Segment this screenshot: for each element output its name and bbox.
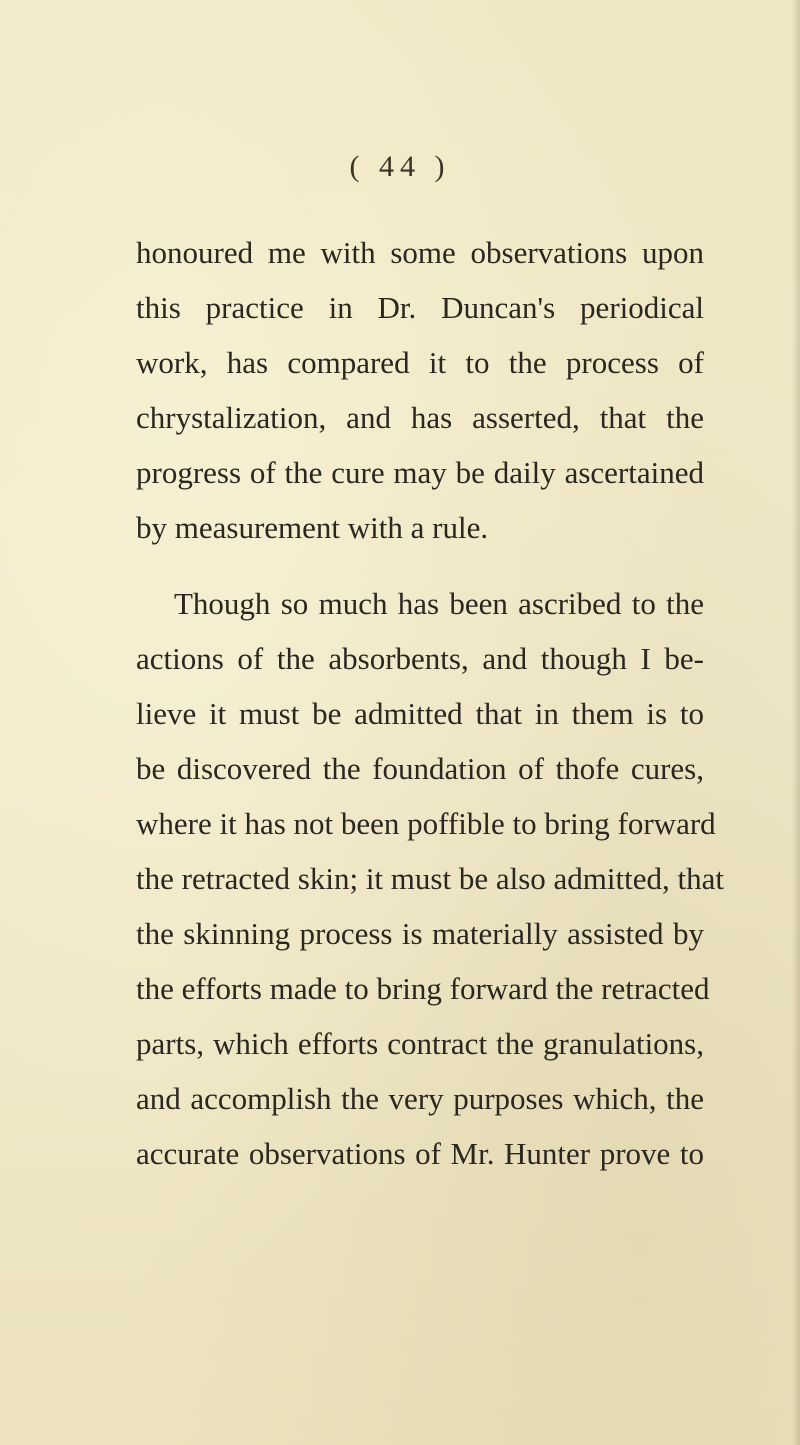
text-line: be discovered the foundation of thofe cures, [136, 751, 704, 786]
text-line: accurate observations of Mr. Hunter prove to [136, 1136, 704, 1171]
paragraph-1 [136, 225, 704, 555]
text-line: the skinning process is materially assisted by [136, 916, 704, 951]
text-line: the retracted skin; it must be also admitted, that [136, 861, 724, 896]
text-line: Though so much has been ascribed to the [174, 586, 704, 621]
text-line: lieve it must be admitted that in them is to [136, 696, 704, 731]
text-line: this practice in Dr. Duncan's periodical [136, 290, 704, 325]
page-number: ( 44 ) [349, 150, 451, 183]
text-line: honoured me with some observations upon [136, 235, 704, 270]
text-line: where it has not been poffible to bring forward [136, 806, 716, 841]
text-line: the efforts made to bring forward the retracted [136, 971, 710, 1006]
text-line: actions of the absorbents, and though I be- [136, 641, 704, 676]
text-line: and accomplish the very purposes which, the [136, 1081, 704, 1116]
text-line: chrystalization, and has asserted, that the [136, 400, 704, 435]
text-line: work, has compared it to the process of [136, 345, 704, 380]
text-line: by measurement with a rule. [136, 510, 489, 545]
paragraph-2 [136, 576, 724, 1181]
text-line: progress of the cure may be daily ascertained [136, 455, 704, 490]
page-edge-shadow [792, 0, 800, 1445]
text-line: parts, which efforts contract the granulations, [136, 1026, 704, 1061]
